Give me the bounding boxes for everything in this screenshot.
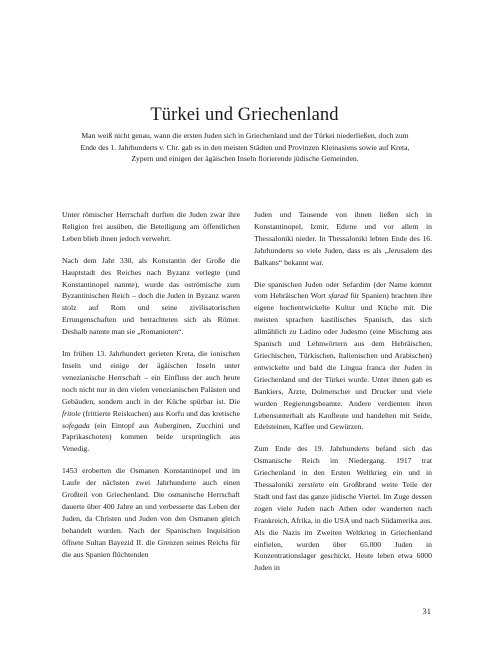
italic-term-sfarad: sfarad	[328, 291, 348, 301]
italic-term-sofegada: sofegada	[62, 420, 90, 430]
right-paragraph-3: Zum Ende des 19. Jahrhunderts befand sich das Osmanische Reich im Niedergang. 1917 trat Griechenland in den Ersten Weltkrieg ein und in Thessaloniki zerstörte ein Großbrand weite Teile der Stadt und fast das ganze jüdische Viertel. Im Zuge dessen zogen viele Juden nach Athen oder wanderten nach Frankreich, Afrika, in die USA und nach Südamerika aus. Als die Nazis im Zweiten Weltkrieg in Griechenland einfielen, wurden über 65.000 Juden in Konzentrationslager geschickt. Heute leben etwa 6000 Juden in	[254, 444, 432, 573]
intro-paragraph: Man weiß nicht genau, wann die ersten Juden sich in Griechenland und der Türkei niederließen, doch zum Ende des 1. Jahrhunderts v. Chr. gab es in den meisten Städten und Provinzen Kleinasiens sowie auf Kreta, Zypern und einigen der ägäischen Inseln florierende jüdische Gemeinden.	[80, 131, 410, 164]
text-span: Die spanischen Juden oder Sefardim (der Name kommt vom Hebräischen Wort	[254, 279, 432, 301]
right-paragraph-2	[254, 279, 432, 434]
left-paragraph-4: 1453 eroberten die Osmanen Konstantinopel und im Laufe der nächsten zwei Jahrhunderte auch einen Großteil von Griechenland. Die osmanische Herrschaft dauerte über 400 Jahre an und verbesserte das Leben der Juden, da Christen und Juden von den Osmanen gleich behandelt wurden. Nach der Spanischen Inquisition öffnete Sultan Bayezid II. die Grenzen seines Reichs für die aus Spanien flüchtenden	[62, 466, 240, 559]
left-paragraph-2: Nach dem Jahr 330, als Konstantin der Große die Hauptstadt des Reiches nach Byzanz verlegte (und Konstantinopel nannte), wurde das oströmische zum Byzantinischen Reich – doch die Juden in Byzanz waren stolz auf Rom und seine zivilisatorischen Errungenschaften und betrachteten sich als Römer. Deshalb nannte man sie „Romanioten“.	[62, 255, 240, 337]
text-span: (frittierte Reiskuchen) aus Korfu und das kretische	[80, 408, 240, 418]
text-span: für Spanien) brachten ihre eigene hochentwickelte Kultur und Küche mit. Die meisten sprachen kastilisches Spanisch, das sich allmählich zu Ladino oder Judesmo (eine Mischung aus Spanisch und Lehnwörtern aus dem Hebräischen, Griechischen, Türkischen, Italienischen und Arabischen) entwickelte und bald die Lingua franca der Juden in Griechenland und der Türkei wurde. Unter ihnen gab es Bankiers, Ärzte, Dolmetscher und Drucker und viele wurden Regierungsbeamte. Andere verdienten ihren Lebensunterhalt als Kaufleute und handelten mit Seide, Edelsteinen, Kaffee und Gewürzen.	[254, 291, 432, 432]
chapter-title: Türkei und Griechenland	[150, 105, 339, 126]
left-column	[62, 211, 240, 570]
right-paragraph-1: Juden und Tausende von ihnen ließen sich in Konstantinopel, Izmir, Edirne und vor allem in Thessaloniki nieder. In Thessaloniki lebten Ende des 16. Jahrhunderts so viele Juden, dass es als „Jerusalem des Balkans“ bekannt war.	[254, 210, 432, 267]
left-paragraph-1: Unter römischer Herrschaft durften die Juden zwar ihre Religion frei ausüben, die Beteiligung am öffentlichen Leben blieb ihnen jedoch verwehrt.	[62, 210, 240, 243]
italic-term-fritole: fritole	[62, 408, 81, 418]
left-paragraph-3	[62, 348, 240, 455]
text-span: Im frühen 13. Jahrhundert gerieten Kreta, die ionischen Inseln und einige der ägäischen Inseln unter venezianische Herrschaft – ein Einfluss der auch heute noch nicht nur in den vielen venezianischen Palästen und Gebäuden, sondern auch in der Küche spürbar ist. Die	[62, 349, 240, 406]
right-column	[254, 211, 432, 584]
page-number: 31	[422, 606, 431, 616]
text-span: (ein Eintopf aus Auberginen, Zucchini und Paprikaschoten) kommen beide ursprünglich aus Venedig.	[62, 420, 240, 454]
